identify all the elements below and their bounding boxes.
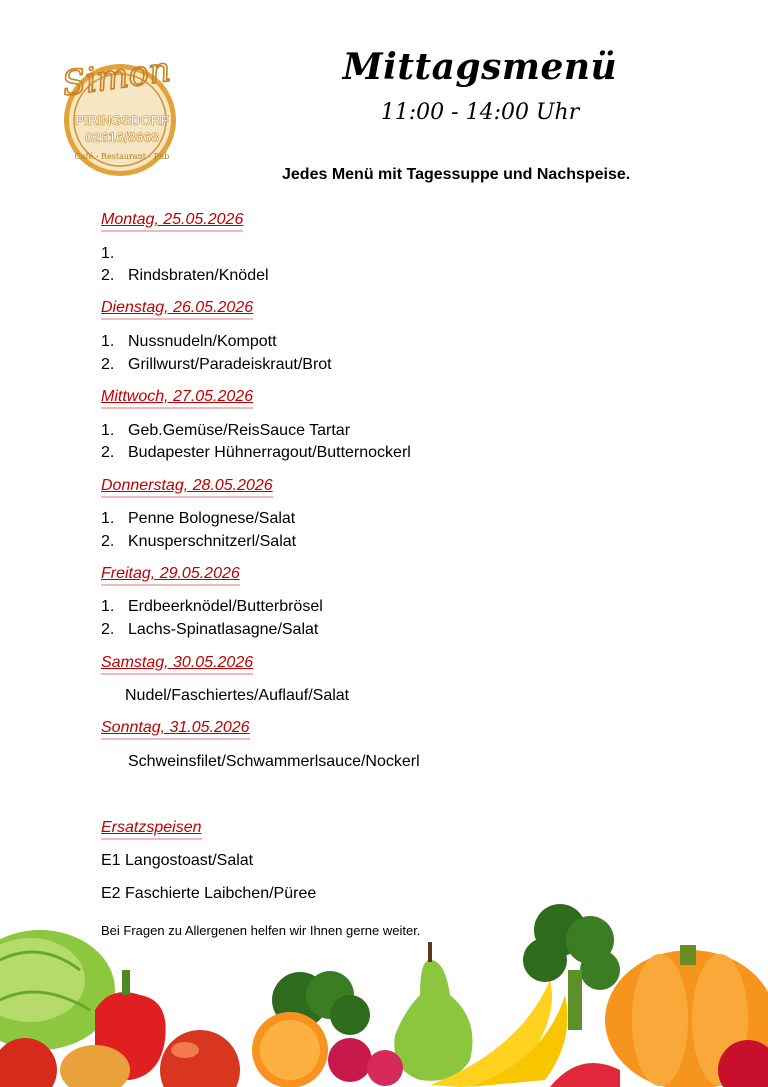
- svg-text:02616/8668: 02616/8668: [85, 129, 159, 145]
- ersatz-item: E2 Faschierte Laibchen/Püree: [101, 885, 317, 902]
- menu-item: 2. Grillwurst/Paradeiskraut/Brot: [101, 356, 332, 373]
- menu-subtitle: Jedes Menü mit Tagessuppe und Nachspeise.: [282, 166, 631, 183]
- vegetables-illustration: [0, 900, 768, 1087]
- menu-item: 1. Erdbeerknödel/Butterbrösel: [101, 598, 323, 615]
- day-heading-friday: Freitag, 29.05.2026: [101, 565, 240, 586]
- menu-item: 2. Rindsbraten/Knödel: [101, 267, 269, 284]
- day-heading-monday: Montag, 25.05.2026: [101, 211, 243, 232]
- menu-item: Schweinsfilet/Schwammerlsauce/Nockerl: [128, 753, 420, 770]
- restaurant-logo: [52, 48, 188, 178]
- menu-item: 1. Geb.Gemüse/ReisSauce Tartar: [101, 422, 351, 439]
- menu-item: Nudel/Faschiertes/Auflauf/Salat: [125, 687, 350, 704]
- day-heading-sunday: Sonntag, 31.05.2026: [101, 719, 250, 740]
- menu-item: 1. Nussnudeln/Kompott: [101, 333, 277, 350]
- day-heading-thursday: Donnerstag, 28.05.2026: [101, 477, 273, 498]
- svg-text:Café - Restaurant - Pub: Café - Restaurant - Pub: [74, 152, 170, 161]
- day-heading-wednesday: Mittwoch, 27.05.2026: [101, 388, 253, 409]
- menu-item: 1. Penne Bolognese/Salat: [101, 510, 296, 527]
- allergen-note: Bei Fragen zu Allergenen helfen wir Ihnen gerne weiter.: [101, 923, 421, 938]
- ersatz-heading: Ersatzspeisen: [101, 819, 202, 840]
- menu-title: Mittagsmenü: [342, 46, 618, 88]
- menu-item: 2. Budapester Hühnerragout/Butternockerl: [101, 444, 411, 461]
- menu-item: 2. Knusperschnitzerl/Salat: [101, 533, 297, 550]
- menu-item: 1.: [101, 245, 115, 262]
- opening-hours: 11:00 - 14:00 Uhr: [380, 100, 580, 125]
- day-heading-tuesday: Dienstag, 26.05.2026: [101, 299, 253, 320]
- svg-text:PIRINGSDORF: PIRINGSDORF: [75, 113, 169, 128]
- day-heading-saturday: Samstag, 30.05.2026: [101, 654, 253, 675]
- menu-item: 2. Lachs-Spinatlasagne/Salat: [101, 621, 319, 638]
- svg-text:Simon: Simon: [59, 49, 174, 105]
- ersatz-item: E1 Langostoast/Salat: [101, 852, 254, 869]
